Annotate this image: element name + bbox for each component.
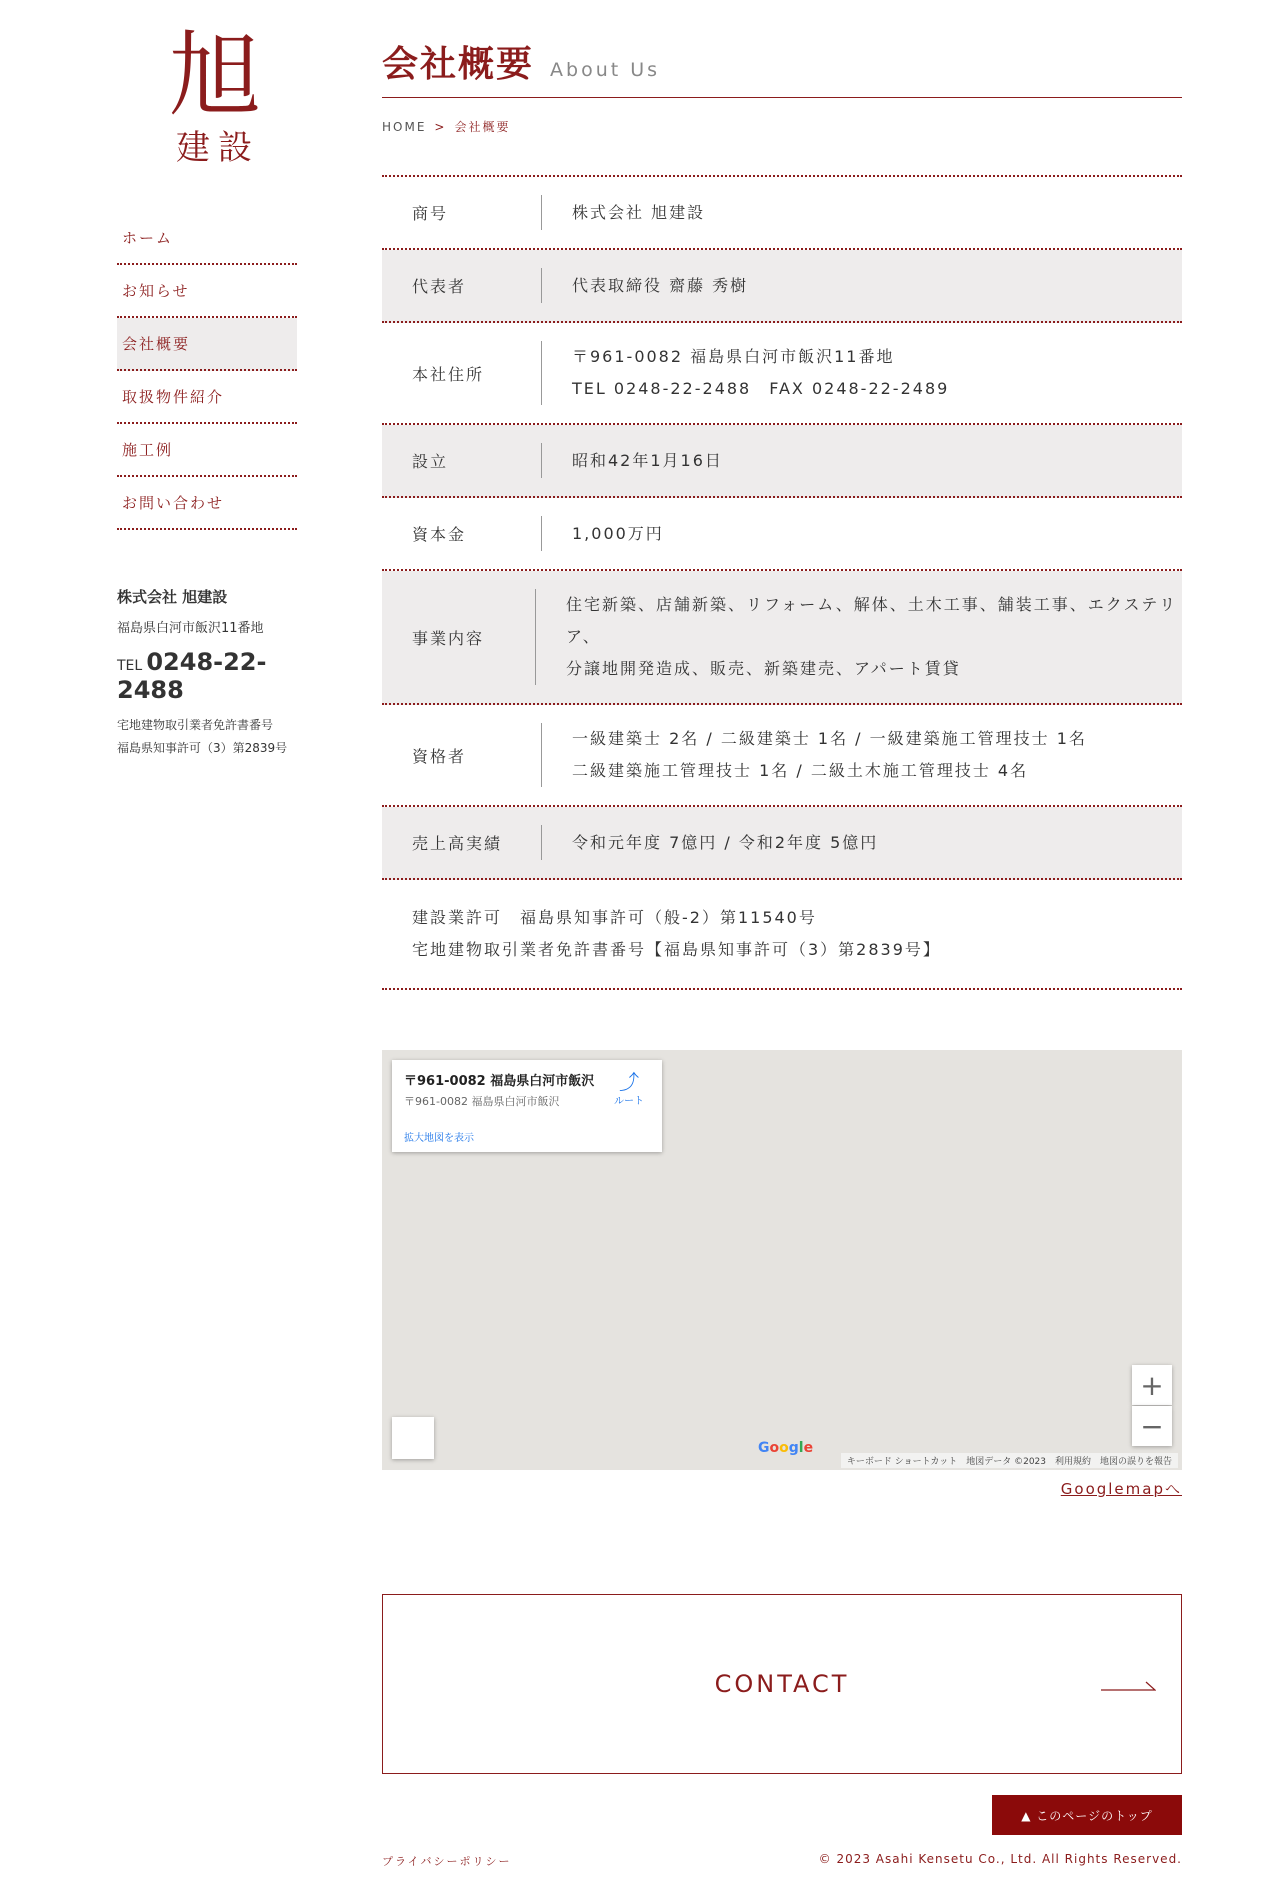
value-line: 昭和42年1月16日	[572, 450, 723, 470]
map-footer[interactable]: キーボード ショートカット 地図データ ©2023 利用規約 地図の誤りを報告	[841, 1453, 1178, 1468]
company-name: 株式会社 旭建設	[117, 588, 228, 606]
page-subtitle: About Us	[550, 59, 661, 81]
nav-item-news[interactable]: お知らせ	[117, 265, 297, 318]
value-line: 代表取締役 齋藤 秀樹	[572, 275, 749, 295]
notes-value	[412, 902, 941, 966]
side-nav	[117, 212, 297, 530]
breadcrumb-home[interactable]: HOME	[382, 120, 427, 134]
value-line: 〒961-0082 福島県白河市飯沢11番地	[572, 347, 895, 366]
nav-item-works[interactable]: 施工例	[117, 424, 297, 477]
back-to-top-button[interactable]: ▲ このページのトップ	[992, 1795, 1182, 1835]
directions-icon: ⤴	[619, 1070, 639, 1094]
value-line: 分譲地開発造成、販売、新築建売、アパート賃貸	[566, 659, 961, 678]
google-logo: Google	[758, 1440, 814, 1456]
row-value	[536, 589, 1182, 685]
license-notes	[382, 880, 1182, 990]
googlemap-link[interactable]: Googlemapへ	[1060, 1480, 1182, 1498]
main-content	[382, 30, 1182, 1774]
row-value	[542, 723, 1087, 787]
row-key: 代表者	[382, 268, 542, 303]
row-value	[542, 827, 878, 859]
company-profile-table	[382, 175, 1182, 990]
row-value	[542, 518, 664, 550]
nav-item-contact[interactable]: お問い合わせ	[117, 477, 297, 530]
row-key: 事業内容	[382, 589, 536, 685]
company-address: 福島県白河市飯沢11番地	[117, 621, 264, 636]
row-key: 本社住所	[382, 341, 542, 405]
google-map[interactable]	[382, 1050, 1182, 1470]
table-row	[382, 807, 1182, 880]
note-line: 建設業許可 福島県知事許可（般-2）第11540号	[412, 908, 817, 927]
table-row	[382, 705, 1182, 807]
license-label: 宅地建物取引業者免許書番号	[117, 718, 274, 732]
logo-text: 建設	[176, 128, 260, 168]
table-row	[382, 498, 1182, 571]
tel-label: TEL	[117, 658, 143, 674]
arrow-right-icon	[1101, 1681, 1156, 1691]
value-line: 1,000万円	[572, 523, 664, 543]
table-row	[382, 177, 1182, 250]
row-key: 設立	[382, 443, 542, 478]
table-row	[382, 571, 1182, 705]
nav-item-home[interactable]: ホーム	[117, 212, 297, 265]
logo[interactable]	[164, 22, 264, 168]
value-line: 令和元年度 7億円 / 令和2年度 5億円	[572, 832, 879, 852]
row-value	[542, 341, 949, 405]
row-value	[542, 270, 748, 302]
copyright: © 2023 Asahi Kensetu Co., Ltd. All Rights Reserved.	[818, 1852, 1182, 1866]
note-line: 宅地建物取引業者免許書番号【福島県知事許可（3）第2839号】	[412, 940, 941, 959]
value-line: 住宅新築、店舗新築、リフォーム、解体、土木工事、舗装工事、エクステリア、	[566, 595, 1178, 646]
map-larger-link[interactable]: 拡大地図を表示	[404, 1133, 474, 1144]
breadcrumb	[382, 118, 1182, 135]
zoom-in-button[interactable]: +	[1132, 1365, 1172, 1405]
map-card-address: 〒961-0082 福島県白河市飯沢	[404, 1095, 560, 1108]
logo-mark: 旭	[168, 22, 259, 129]
map-card-title: 〒961-0082 福島県白河市飯沢	[404, 1074, 595, 1089]
sidebar	[117, 22, 297, 760]
zoom-out-button[interactable]: −	[1132, 1406, 1172, 1446]
row-key: 売上高実績	[382, 825, 542, 860]
table-row	[382, 425, 1182, 498]
page-header	[382, 30, 1182, 98]
row-value	[542, 445, 723, 477]
row-key: 資格者	[382, 723, 542, 787]
contact-button[interactable]	[382, 1594, 1182, 1774]
directions-button[interactable]	[614, 1072, 644, 1107]
contact-label: CONTACT	[714, 1670, 850, 1698]
tel-number[interactable]: 0248-22-2488	[117, 648, 267, 704]
directions-label: ルート	[614, 1096, 644, 1107]
table-row	[382, 250, 1182, 323]
privacy-policy-link[interactable]: プライバシーポリシー	[382, 1855, 512, 1868]
page-title: 会社概要	[382, 44, 535, 85]
nav-item-properties[interactable]: 取扱物件紹介	[117, 371, 297, 424]
map-info-card	[392, 1060, 662, 1152]
value-line: 二級建築施工管理技士 1名 / 二級土木施工管理技士 4名	[572, 761, 1029, 780]
breadcrumb-separator: >	[434, 120, 447, 134]
value-line: TEL 0248-22-2488 FAX 0248-22-2489	[572, 379, 950, 398]
table-row	[382, 323, 1182, 425]
row-key: 商号	[382, 195, 542, 230]
row-key: 資本金	[382, 516, 542, 551]
company-tel	[117, 648, 297, 704]
license-number: 福島県知事許可（3）第2839号	[117, 741, 288, 755]
nav-item-about[interactable]: 会社概要	[117, 318, 297, 371]
value-line: 株式会社 旭建設	[572, 202, 706, 222]
value-line: 一級建築士 2名 / 二級建築士 1名 / 一級建築施工管理技士 1名	[572, 729, 1087, 748]
row-value	[542, 197, 705, 229]
street-view-button[interactable]	[392, 1417, 434, 1459]
breadcrumb-current: 会社概要	[454, 120, 511, 134]
company-info	[117, 586, 297, 760]
